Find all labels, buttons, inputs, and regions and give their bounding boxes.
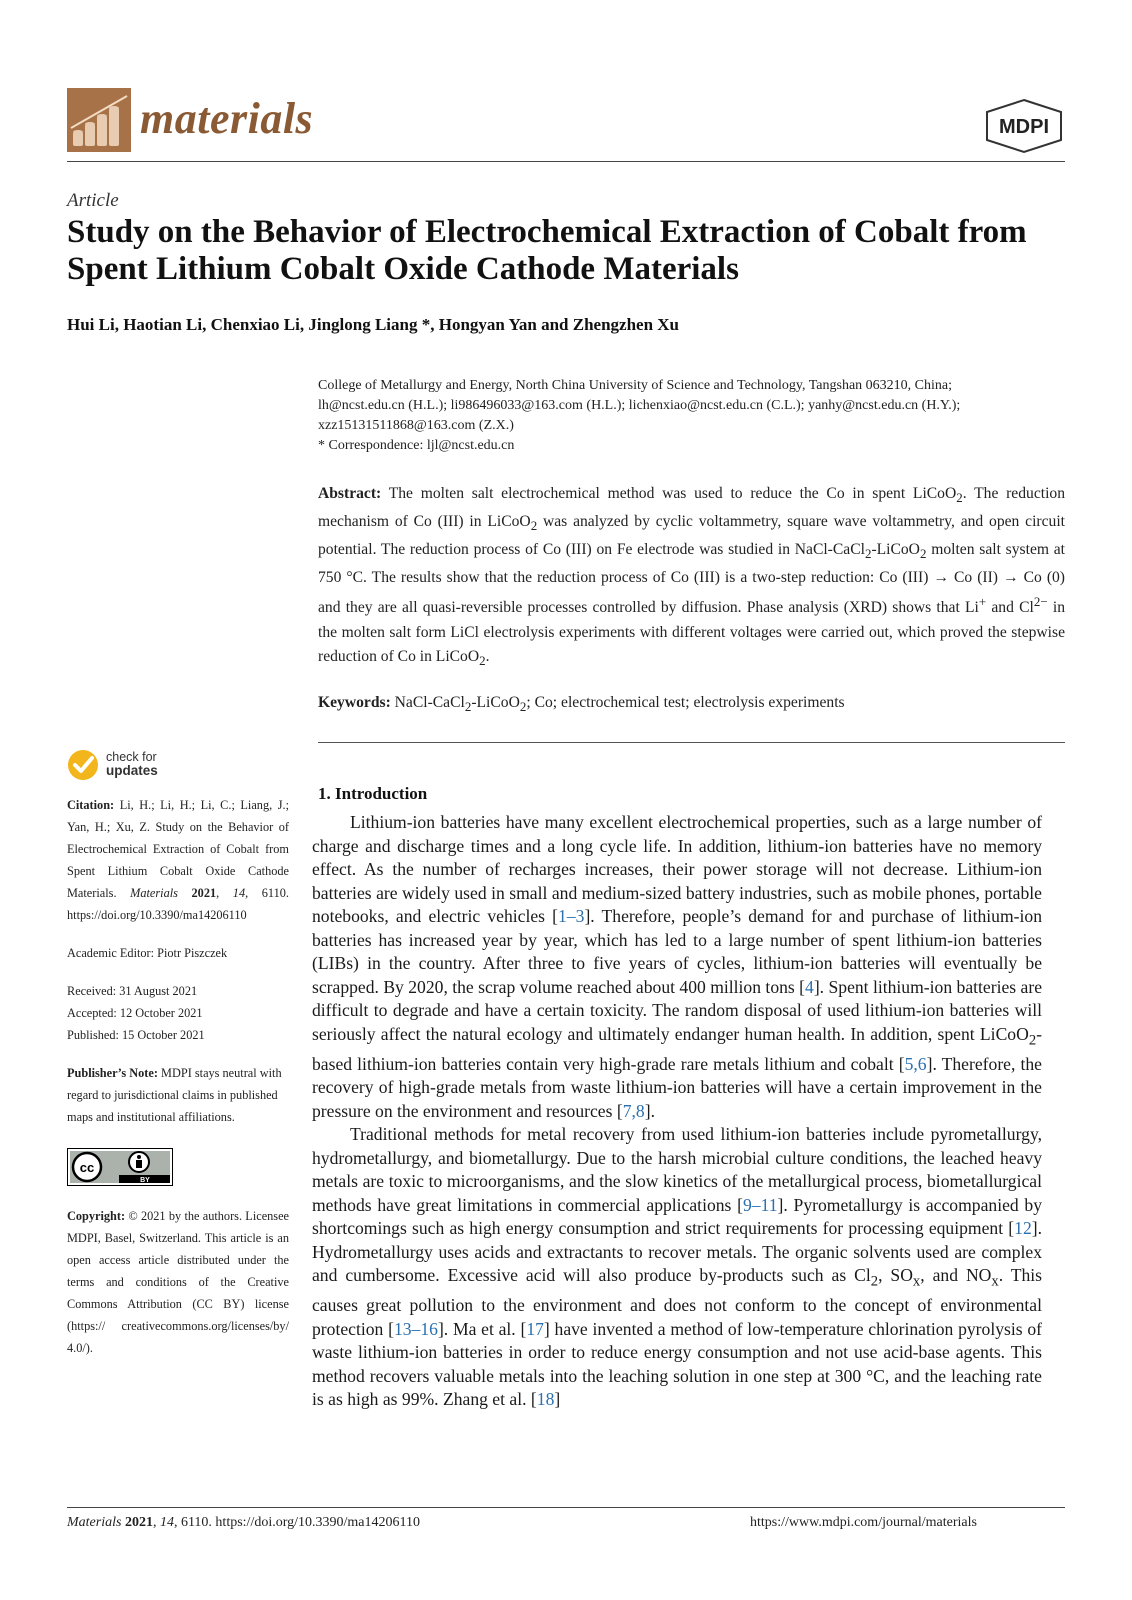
footer-volume: 14 <box>159 1515 174 1530</box>
text-run: Traditional methods for metal recovery from used lithium-ion batteries include pyrometallurgy, hydrometallurgy, and biometallurgy. Due to the harsh microbial culture conditions, the leached heavy metals are toxic to microorganisms, and the slow kinetics of the metallurgical process, biometallurgical methods have great limitations in commercial applications [ <box>312 1124 1042 1215</box>
article-type: Article <box>67 190 119 211</box>
abstract-divider <box>318 742 1065 743</box>
citation-doi[interactable]: , 6110. https://doi.org/10.3390/ma14206110 <box>67 886 289 922</box>
reference-link[interactable]: 12 <box>1014 1218 1032 1239</box>
text-run: , and NO <box>920 1265 992 1286</box>
text-run: ] <box>554 1389 561 1410</box>
text-run: ] have invented a method of low-temperature chlorination pyrolysis of waste lithium-ion batteries in order to reduce energy consumption and not use acid-base agents. This method recovers valuable metals into the leaching solution in one step at 300 °C, and the leaching rate is as high as 99%. Zhang et al. [ <box>312 1318 1042 1410</box>
reference-link[interactable]: 9–11 <box>743 1194 778 1215</box>
accepted-date: Accepted: 12 October 2021 <box>67 1006 203 1020</box>
publisher-note-label: Publisher’s Note: <box>67 1066 158 1080</box>
correspondence: * Correspondence: ljl@ncst.edu.cn <box>318 438 515 453</box>
copyright <box>67 1205 289 1359</box>
abstract-text: . <box>485 647 490 665</box>
text-run: ]. Ma et al. [ <box>437 1318 527 1339</box>
abstract-text: -LiCoO <box>871 541 920 559</box>
reference-link[interactable]: 7,8 <box>622 1100 645 1121</box>
citation-text: Li, H.; Li, H.; Li, C.; Liang, J.; Yan, H.; Xu, Z. Study on the Behavior of Electrochemical Extraction of Cobalt from Spent Lithium Cobalt Oxide Cathode Materials. <box>67 798 289 900</box>
affiliation-emails: xzz15131511868@163.com (Z.X.) <box>318 418 514 433</box>
citation-label: Citation: <box>67 798 115 812</box>
abstract-text: . The reduction mechanism of Co (III) in LiCoO <box>318 485 1065 531</box>
cc-by-text: BY <box>140 1177 150 1184</box>
footer-journal-url[interactable]: https://www.mdpi.com/journal/materials <box>750 1515 977 1530</box>
citation-sep: , <box>216 886 233 900</box>
citation-journal: Materials <box>130 886 178 900</box>
text-run: . This causes great pollution to the environment and does not conform to the concept of environmental protection [ <box>312 1265 1042 1339</box>
abstract-text: The molten salt electrochemical method was used to reduce the Co in spent LiCoO <box>381 485 957 502</box>
citation-year: 2021 <box>177 886 217 900</box>
keywords-text: NaCl-CaCl <box>390 694 465 711</box>
citation-volume: 14 <box>232 886 246 900</box>
reference-link[interactable]: 5,6 <box>904 1053 927 1074</box>
affiliation-emails: lh@ncst.edu.cn (H.L.); li986496033@163.com (H.L.); lichenxiao@ncst.edu.cn (C.L.); yanhy@ncst.edu.cn (H.Y.); <box>318 398 961 413</box>
abstract-text: and Cl <box>986 599 1034 617</box>
citation <box>67 794 289 926</box>
footer-doi[interactable]: , 6110. https://doi.org/10.3390/ma14206110 <box>173 1515 420 1530</box>
keywords-label: Keywords: <box>318 694 391 711</box>
text-run: , SO <box>878 1265 913 1286</box>
text-run: ]. Therefore, people’s demand for and purchase of lithium-ion batteries has increased year by year, which has led to a large number of spent lithium-ion batteries (LIBs) in the country. After three to five years of cycles, lithium-ion batteries will eventually be scrapped. By 2020, the scrap volume reached about 400 million tons [ <box>312 906 1043 997</box>
text-run: ]. Therefore, the recovery of high-grade metals from waste lithium-ion batteries will have a certain improvement in the pressure on the environment and resources [ <box>312 1053 1042 1121</box>
section-heading-introduction: 1. Introduction <box>318 784 428 803</box>
sidebar <box>67 794 289 1375</box>
check-line: check for <box>106 750 157 764</box>
text-run: Lithium-ion batteries have many excellent electrochemical properties, such as a large number of charge and discharge times and a long cycle life. In addition, lithium-ion batteries have no memory effect. As the number of recharges increases, their power storage will not decrease. Lithium-ion batteries are widely used in small and medium-sized battery industries, such as mobile phones, portable notebooks, and electric vehicles [ <box>312 812 1042 926</box>
footer-citation <box>67 1515 420 1531</box>
header-divider <box>67 161 1065 162</box>
text-run: ]. Spent lithium-ion batteries are difficult to degrade and have a certain toxicity. The random disposal of used lithium-ion batteries will seriously affect the natural ecology and ultimately endanger human health. In addition, spent LiCoO <box>312 976 1043 1044</box>
academic-editor: Academic Editor: Piotr Piszczek <box>67 946 228 960</box>
text-run: ]. Hydrometallurgy uses acids and extractants to recover metals. The organic solvents used are complex and cumbersome. Excessive acid will also produce by-products such as Cl <box>312 1218 1042 1286</box>
check-line-bold: updates <box>106 763 158 778</box>
text-run: ]. Pyrometallurgy is accompanied by shortcomings such as high energy consumption and strict requirements for processing equipment [ <box>312 1194 1043 1239</box>
paragraph: Traditional methods for metal recovery from used lithium-ion batteries include pyrometallurgy, hydrometallurgy, and biometallurgy. Due to the harsh microbial culture conditions, the leached heavy metals are toxic to microorganisms, and the slow kinetics of the metallurgical process, biometallurgical methods have great limitations in commercial applications [9–11]. Pyrometallurgy is accompanied by shortcomings such as high energy consumption and strict requirements for processing equipment [12]. Hydrometallurgy uses acids and extractants to recover metals. The organic solvents used are complex and cumbersome. Excessive acid will also produce by-products such as $Cl_2$, $SO_x$, and $NO_x$. This causes great pollution to the environment and does not conform to the concept of environmental protection [13–16]. Ma et al. [17] have invented a method of low-temperature chlorination pyrolysis of waste lithium-ion batteries in order to reduce energy consumption and not use acid-base agents. This method recovers valuable metals into the leaching solution in one step at 300 °C, and the leaching rate is as high as 99%. Zhang et al. [18] <box>312 1124 1043 1410</box>
footer-journal: Materials <box>67 1515 122 1530</box>
keywords-text: -LiCoO <box>471 694 520 711</box>
affiliation <box>318 376 1068 456</box>
paragraph: Lithium-ion batteries have many excellent electrochemical properties, such as a large number of charge and discharge times and a long cycle life. In addition, lithium-ion batteries have no memory effect. As the number of recharges increases, their power storage will not decrease. Lithium-ion batteries are widely used in small and medium-sized battery industries, such as mobile phones, portable notebooks, and electric vehicles [1–3]. Therefore, people’s demand for and purchase of lithium-ion batteries has increased year by year, which has led to a large number of spent lithium-ion batteries (LIBs) in the country. After three to five years of cycles, lithium-ion batteries will eventually be scrapped. By 2020, the scrap volume reached about 400 million tons [4]. Spent lithium-ion batteries are difficult to degrade and have a certain toxicity. The random disposal of used lithium-ion batteries will seriously affect the natural ecology and ultimately endanger human health. In addition, spent LiCoO$_2$-based lithium-ion batteries contain very high-grade rare metals lithium and cobalt [5,6]. Therefore, the recovery of high-grade metals from waste lithium-ion batteries will have a certain improvement in the pressure on the environment and resources [7,8]. <box>312 812 1043 1121</box>
abstract-label: Abstract: <box>318 485 382 502</box>
reference-link[interactable]: 1–3 <box>558 906 585 926</box>
abstract-text: molten salt system at 750 °C. The results show that the reduction process of Co (III) is a two-step reduction: Co (III) → Co (II) → Co (0) and they are all quasi-reversible processes controlled by diffusion. Phase analysis (XRD) shows that Li <box>318 541 1065 617</box>
body-text <box>312 811 1042 1412</box>
mdpi-logo <box>983 98 1065 154</box>
svg-text:cc: cc <box>79 1160 95 1175</box>
published-date: Published: 15 October 2021 <box>67 1028 205 1042</box>
copyright-text: © 2021 by the authors. Licensee MDPI, Basel, Switzerland. This article is an open access article distributed under the terms and conditions of the Creative Commons Attribution (CC BY) license (https:// creativecommons.org/licenses/by/ 4.0/). <box>67 1209 289 1355</box>
check-for-updates-label[interactable] <box>106 750 158 778</box>
abstract-text: in the molten salt form LiCl electrolysis experiments with different voltages were carried out, which proved the stepwise reduction of Co in LiCoO <box>318 599 1065 665</box>
received-date: Received: 31 August 2021 <box>67 984 198 998</box>
publisher-note <box>67 1062 289 1128</box>
article-title: Study on the Behavior of Electrochemical Extraction of Cobalt from Spent Lithium Cobalt Oxide Cathode Materials <box>67 214 1027 287</box>
reference-link[interactable]: 17 <box>526 1318 544 1339</box>
abstract-text: was analyzed by cyclic voltammetry, square wave voltammetry, and open circuit potential. The reduction process of Co (III) on Fe electrode was studied in NaCl-CaCl <box>318 513 1065 559</box>
reference-link[interactable]: 18 <box>536 1389 555 1410</box>
text-run: ]. <box>644 1100 655 1121</box>
keywords-text: ; Co; electrochemical test; electrolysis experiments <box>526 694 845 711</box>
journal-logo-icon <box>67 88 131 152</box>
dates <box>67 980 289 1046</box>
footer-divider <box>67 1507 1065 1508</box>
reference-link[interactable]: 13–16 <box>393 1318 438 1339</box>
copyright-label: Copyright: <box>67 1209 126 1223</box>
keywords: Keywords: NaCl-CaCl$_2$-LiCoO$_2$; Co; electrochemical test; electrolysis experiments <box>318 694 845 715</box>
journal-name: materials <box>140 94 314 143</box>
reference-link[interactable]: 4 <box>805 976 814 997</box>
footer-sep: , <box>152 1515 160 1530</box>
footer-year: 2021 <box>121 1515 153 1530</box>
affiliation-line: College of Metallurgy and Energy, North China University of Science and Technology, Tangshan 063210, China; <box>318 378 953 393</box>
cc-by-license-icon[interactable] <box>67 1148 173 1186</box>
abstract: Abstract: The molten salt electrochemical method was used to reduce the Co in spent LiCoO$_2$. The reduction mechanism of Co (III) in LiCoO$_2$ was analyzed by cyclic voltammetry, square wave voltammetry, and open circuit potential. The reduction process of Co (III) on Fe electrode was studied in NaCl-CaCl$_2$-LiCoO$_2$ molten salt system at 750 °C. The results show that the reduction process of Co (III) is a two-step reduction: Co (III) → Co (II) → Co (0) and they are all quasi-reversible processes controlled by diffusion. Phase analysis (XRD) shows that Li+ and $Cl^{2-}$ in the molten salt form LiCl electrolysis experiments with different voltages were carried out, which proved the stepwise reduction of Co in LiCoO$_2$. <box>318 485 1065 668</box>
mdpi-logo-text: MDPI <box>999 116 1049 138</box>
author-list: Hui Li, Haotian Li, Chenxiao Li, Jinglong Liang *, Hongyan Yan and Zhengzhen Xu <box>67 315 680 334</box>
publisher-note-text: MDPI stays neutral with regard to jurisdictional claims in published maps and institutional affiliations. <box>67 1066 282 1124</box>
text-run: -based lithium-ion batteries contain very high-grade rare metals lithium and cobalt [ <box>312 1023 1042 1074</box>
